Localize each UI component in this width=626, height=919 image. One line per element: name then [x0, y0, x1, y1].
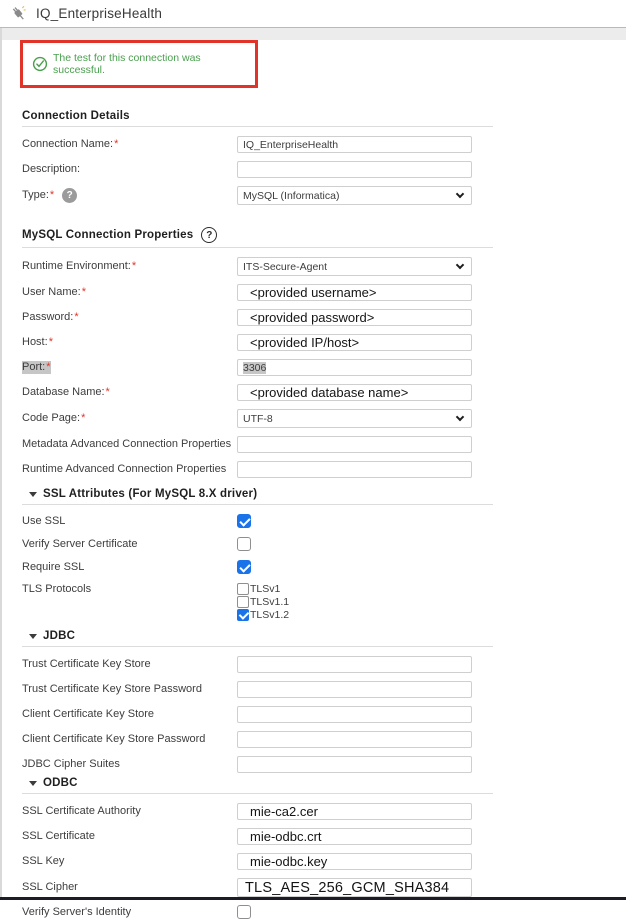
field-row-type	[22, 186, 493, 205]
field-row-client-key-store-password	[22, 731, 493, 748]
chevron-down-icon	[456, 413, 464, 421]
chevron-down-icon	[456, 261, 464, 269]
metadata-advanced-label: Metadata Advanced Connection Properties	[22, 438, 232, 450]
ssl-certificate-authority-input[interactable]: mie-ca2.cer	[237, 803, 472, 820]
collapse-triangle-icon[interactable]	[29, 781, 37, 786]
section-ssl-attributes[interactable]	[22, 488, 493, 500]
code-page-select[interactable]: UTF-8	[237, 409, 472, 428]
ssl-certificate-label: SSL Certificate	[22, 830, 95, 842]
database-name-input[interactable]: <provided database name>	[237, 384, 472, 401]
chevron-down-icon	[456, 190, 464, 198]
success-check-icon	[32, 56, 48, 72]
ssl-key-input[interactable]: mie-odbc.key	[237, 853, 472, 870]
description-label: Description:	[22, 163, 81, 175]
field-row-require-ssl	[22, 560, 493, 574]
host-input[interactable]: <provided IP/host>	[237, 334, 472, 351]
section-divider	[22, 126, 493, 127]
tls-options	[237, 583, 289, 622]
field-row-password	[22, 309, 493, 326]
type-select[interactable]: MySQL (Informatica)	[237, 186, 472, 205]
tlsv1-checkbox[interactable]	[237, 583, 249, 595]
field-row-runtime-advanced	[22, 461, 493, 478]
section-help-icon[interactable]: ?	[201, 227, 217, 243]
tlsv1-1-checkbox[interactable]	[237, 596, 249, 608]
type-label: Type: * ?	[22, 188, 237, 203]
verify-servers-identity-checkbox[interactable]	[237, 905, 251, 919]
field-row-ssl-certificate-authority	[22, 803, 493, 820]
use-ssl-label: Use SSL	[22, 514, 66, 527]
client-key-store-input[interactable]	[237, 706, 472, 723]
window-bottom-edge	[0, 897, 626, 900]
field-row-jdbc-cipher-suites	[22, 756, 493, 773]
connection-name-input[interactable]: IQ_EnterpriseHealth	[237, 136, 472, 153]
tls-option: TLSv1	[237, 583, 289, 595]
field-row-ssl-key	[22, 853, 493, 870]
field-row-verify-servers-identity	[22, 905, 493, 919]
section-title: SSL Attributes (For MySQL 8.X driver)	[43, 488, 258, 500]
section-connection-details	[22, 110, 493, 122]
runtime-advanced-label: Runtime Advanced Connection Properties	[22, 463, 227, 475]
ssl-key-label: SSL Key	[22, 855, 65, 867]
trust-key-store-password-label: Trust Certificate Key Store Password	[22, 683, 202, 695]
section-title: MySQL Connection Properties	[22, 229, 194, 241]
section-title: Connection Details	[22, 110, 130, 122]
user-name-label: User Name: *	[22, 286, 237, 299]
section-odbc[interactable]	[22, 777, 493, 789]
jdbc-cipher-suites-input[interactable]	[237, 756, 472, 773]
verify-server-certificate-checkbox[interactable]	[237, 537, 251, 551]
host-label: Host: *	[22, 336, 237, 349]
port-label: Port: *	[22, 361, 237, 374]
ssl-certificate-input[interactable]: mie-odbc.crt	[237, 828, 472, 845]
field-row-host	[22, 334, 493, 351]
field-row-tls-protocols	[22, 583, 493, 622]
client-key-store-password-input[interactable]	[237, 731, 472, 748]
field-row-client-key-store	[22, 706, 493, 723]
password-input[interactable]: <provided password>	[237, 309, 472, 326]
user-name-input[interactable]: <provided username>	[237, 284, 472, 301]
description-input[interactable]	[237, 161, 472, 178]
section-mysql-properties	[22, 227, 493, 243]
collapse-triangle-icon[interactable]	[29, 634, 37, 639]
trust-key-store-input[interactable]	[237, 656, 472, 673]
client-key-store-label: Client Certificate Key Store	[22, 708, 155, 720]
code-page-label: Code Page: *	[22, 412, 237, 425]
use-ssl-checkbox[interactable]	[237, 514, 251, 528]
connection-plug-icon	[10, 5, 27, 22]
runtime-advanced-input[interactable]	[237, 461, 472, 478]
require-ssl-checkbox[interactable]	[237, 560, 251, 574]
field-row-runtime-environment	[22, 257, 493, 276]
content-panel	[0, 28, 626, 918]
section-divider	[22, 247, 493, 248]
success-message	[32, 52, 255, 76]
tlsv1-2-checkbox[interactable]	[237, 609, 249, 621]
annotation-highlight-box	[20, 40, 258, 88]
field-row-description	[22, 161, 493, 178]
field-row-metadata-advanced	[22, 436, 493, 453]
runtime-environment-select[interactable]: ITS-Secure-Agent	[237, 257, 472, 276]
ssl-cipher-input[interactable]: TLS_AES_256_GCM_SHA384	[237, 878, 472, 897]
section-divider	[22, 646, 493, 647]
client-key-store-password-label: Client Certificate Key Store Password	[22, 733, 206, 745]
banner-area	[2, 40, 626, 102]
field-row-verify-server-certificate	[22, 537, 493, 551]
section-divider	[22, 504, 493, 505]
trust-key-store-password-input[interactable]	[237, 681, 472, 698]
field-row-database-name	[22, 384, 493, 401]
success-message-text: The test for this connection was successful.	[53, 52, 201, 76]
form-body	[2, 110, 626, 919]
runtime-environment-label: Runtime Environment: *	[22, 260, 237, 273]
panel-top-band	[2, 28, 626, 40]
page-header	[0, 0, 626, 28]
password-label: Password: *	[22, 311, 237, 324]
port-input[interactable]: 3306	[237, 359, 472, 376]
collapse-triangle-icon[interactable]	[29, 492, 37, 497]
field-row-ssl-cipher	[22, 878, 493, 897]
field-row-use-ssl	[22, 514, 493, 528]
field-row-trust-key-store-password	[22, 681, 493, 698]
ssl-cipher-label: SSL Cipher	[22, 881, 78, 893]
require-ssl-label: Require SSL	[22, 560, 85, 573]
help-icon[interactable]: ?	[62, 188, 77, 203]
connection-name-label: Connection Name: *	[22, 138, 237, 151]
section-title: ODBC	[43, 777, 78, 789]
metadata-advanced-input[interactable]	[237, 436, 472, 453]
ssl-certificate-authority-label: SSL Certificate Authority	[22, 805, 141, 817]
field-row-code-page	[22, 409, 493, 428]
field-row-user-name	[22, 284, 493, 301]
section-title: JDBC	[43, 630, 76, 642]
section-jdbc[interactable]	[22, 630, 493, 642]
jdbc-cipher-suites-label: JDBC Cipher Suites	[22, 758, 120, 770]
field-row-ssl-certificate	[22, 828, 493, 845]
trust-key-store-label: Trust Certificate Key Store	[22, 658, 151, 670]
section-divider	[22, 793, 493, 794]
tls-option: TLSv1.1	[237, 596, 289, 608]
field-row-connection-name	[22, 136, 493, 153]
tls-protocols-label: TLS Protocols	[22, 583, 92, 595]
verify-server-certificate-label: Verify Server Certificate	[22, 537, 138, 550]
field-row-trust-key-store	[22, 656, 493, 673]
verify-servers-identity-label: Verify Server's Identity	[22, 905, 132, 918]
page-title: IQ_EnterpriseHealth	[36, 6, 163, 21]
field-row-port	[22, 359, 493, 376]
database-name-label: Database Name: *	[22, 386, 237, 399]
tls-option: TLSv1.2	[237, 609, 289, 621]
